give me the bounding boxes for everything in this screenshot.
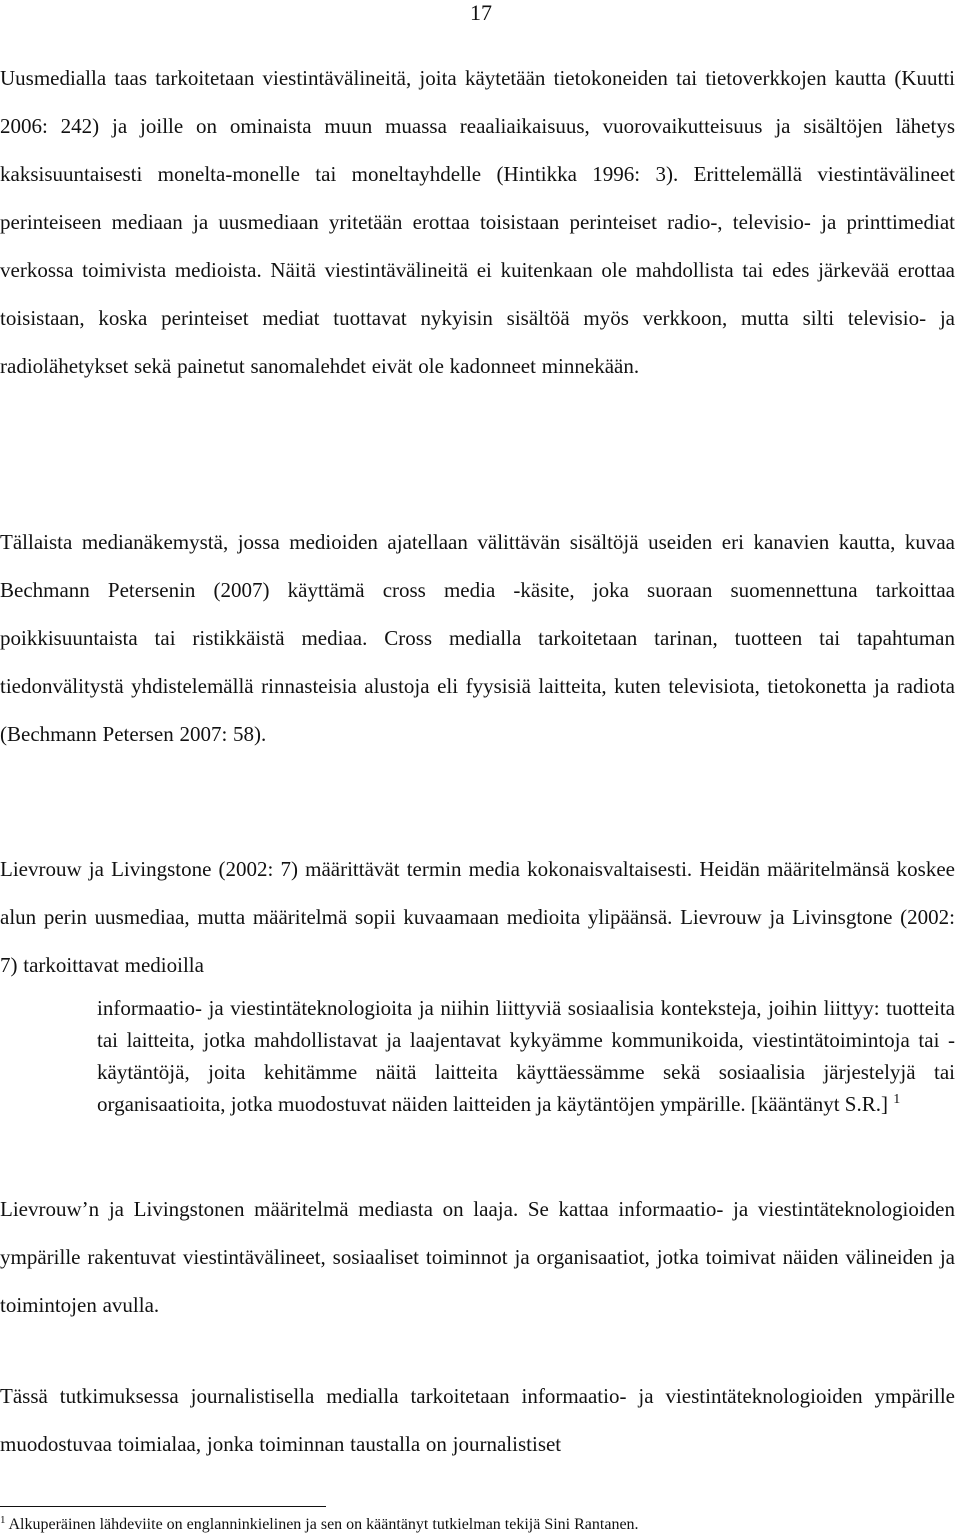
block-quote-text: informaatio- ja viestintäteknologioita ja niihin liittyviä sosiaalisia konteksteja, joihin liittyy: tuotteita tai laitteita, jotka mahdollistavat ja laajentavat kykyämme kommunikoida, viestintätoimintoja tai -käytäntöjä, joita kehitämme näitä laitteita käyttäessämme sekä sosiaalisia järjestelyjä tai organisaatioita, jotka muodostuvat näiden laitteiden ja käytäntöjen ympärille. [kääntänyt S.R.] bbox=[97, 996, 955, 1116]
paragraph-cross-media: Tällaista medianäkemystä, jossa medioiden ajatellaan välittävän sisältöjä useiden eri kanavien kautta, kuvaa Bechmann Petersenin (2007) käyttämä cross media -käsite, joka suoraan suomennettuna tarkoittaa poikkisuuntaista tai ristikkäistä mediaa. Cross medialla tarkoitetaan tarinan, tuotteen tai tapahtuman tiedonvälitystä yhdistelemällä rinnasteisia alustoja eli fyysisiä laitteita, kuten televisiota, tietokonetta ja radiota (Bechmann Petersen 2007: 58). bbox=[0, 530, 955, 746]
footnote-divider bbox=[0, 1506, 326, 1507]
paragraph-definition-scope: Lievrouw’n ja Livingstonen määritelmä mediasta on laaja. Se kattaa informaatio- ja viestintäteknologioiden ympärille rakentuvat viestintävälineet, sosiaaliset toiminnot ja organisaatiot, jotka toimivat näiden välineiden ja toimintojen avulla. bbox=[0, 1197, 955, 1317]
footnote-reference: 1 bbox=[893, 1092, 901, 1107]
footnote-text: Alkuperäinen lähdeviite on englanninkielinen ja sen on kääntänyt tutkielman tekijä Sini Rantanen. bbox=[8, 1516, 639, 1533]
paragraph-lievrouw-intro: Lievrouw ja Livingstone (2002: 7) määrittävät termin media kokonaisvaltaisesti. Heidän määritelmänsä koskee alun perin uusmediaa, mutta määritelmä sopii kuvaamaan medioita ylipäänsä. Lievrouw ja Livinsgtone (2002: 7) tarkoittavat medioilla bbox=[0, 857, 955, 977]
paragraph-uusmedia: Uusmedialla taas tarkoitetaan viestintävälineitä, joita käytetään tietokoneiden tai tietoverkkojen kautta (Kuutti 2006: 242) ja joille on ominaista muun muassa reaaliaikaisuus, vuorovaikutteisuus ja sisältöjen lähetys kaksisuuntaisesti monelta-monelle tai moneltayhdelle (Hintikka 1996: 3). Erittelemällä viestintävälineet perinteiseen mediaan ja uusmediaan yritetään erottaa toisistaan perinteiset radio-, televisio- ja printtimediat verkossa toimivista medioista. Näitä viestintävälineitä ei kuitenkaan ole mahdollista tai edes järkevää erottaa toisistaan, koska perinteiset mediat tuottavat nykyisin sisältöä myös verkkoon, mutta silti televisio- ja radiolähetykset sekä painetut sanomalehdet eivät ole kadonneet minnekään. bbox=[0, 66, 955, 378]
paragraph-journalistic-media: Tässä tutkimuksessa journalistisella medialla tarkoitetaan informaatio- ja viestintäteknologioiden ympärille muodostuvaa toimialaa, jonka toiminnan taustalla on journalistiset bbox=[0, 1384, 955, 1456]
footnote-marker: 1 bbox=[0, 1513, 6, 1526]
page-number: 17 bbox=[470, 0, 492, 25]
footnote bbox=[0, 1514, 639, 1536]
block-quote bbox=[97, 992, 955, 1120]
